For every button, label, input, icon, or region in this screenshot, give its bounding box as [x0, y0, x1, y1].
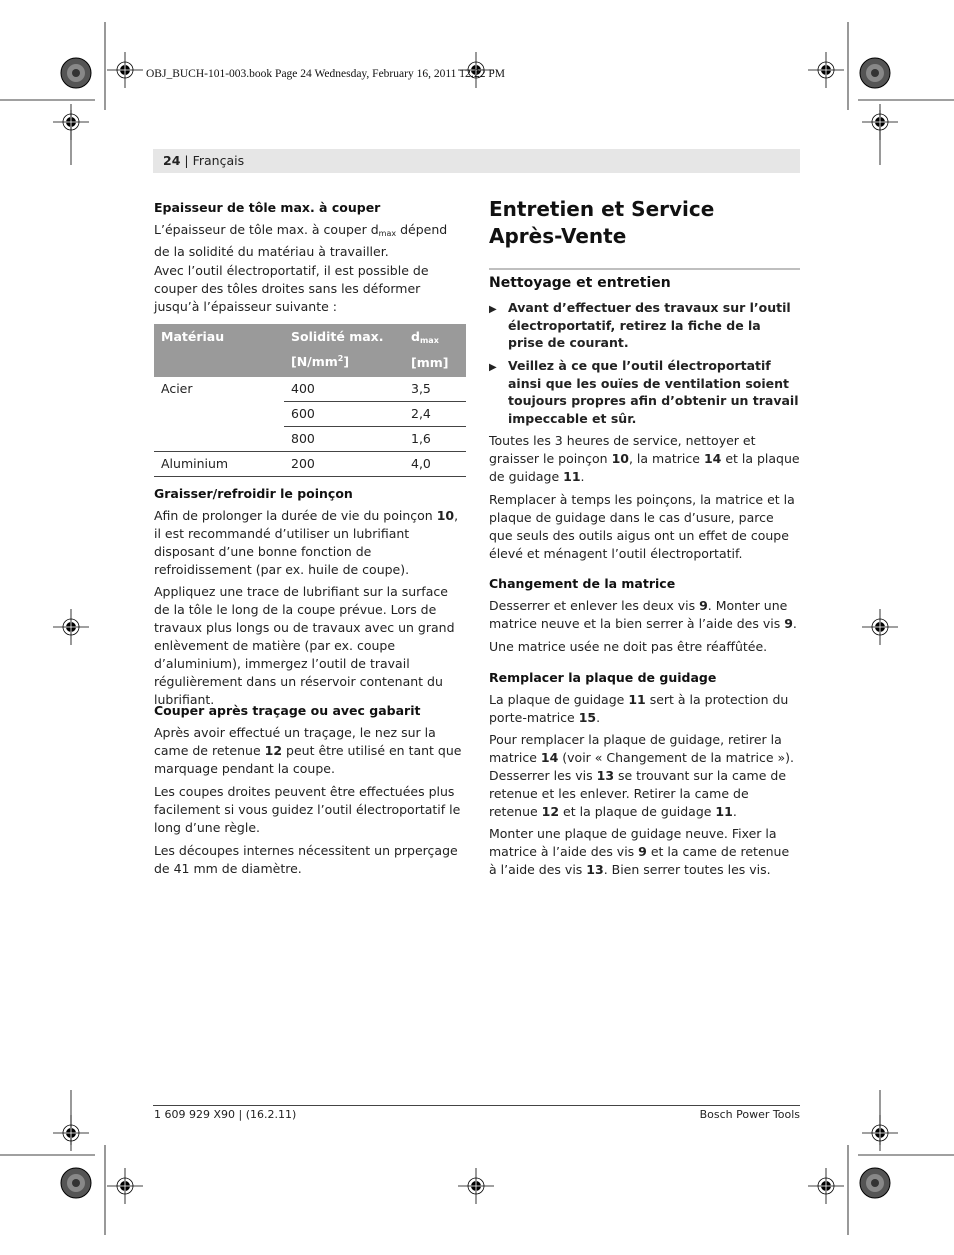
cell-material: [154, 427, 284, 452]
section-title-lubricate: Graisser/refroidir le poinçon: [154, 486, 353, 501]
bullet-triangle-icon: ▶: [489, 362, 497, 373]
die-paragraph-2: Une matrice usée ne doit pas être réaffûtée.: [489, 639, 768, 654]
table-row: [154, 377, 466, 402]
header-language: Français: [192, 153, 245, 168]
guide-plate-paragraph-3: Monter une plaque de guidage neuve. Fixer la matrice à l’aide des vis 9 et la came de retenue à l’aide des vis 13. Bien serrer toutes les vis.: [489, 826, 790, 877]
footer-rule: [153, 1105, 800, 1106]
guide-plate-paragraph-1: La plaque de guidage 11 sert à la protection du porte-matrice 15.: [489, 692, 789, 725]
cell-dmax: 4,0: [404, 452, 466, 477]
footer-doc-number: 1 609 929 X90 | (16.2.11): [154, 1108, 297, 1121]
main-heading: [489, 196, 714, 250]
lubricate-paragraph-1: Afin de prolonger la durée de vie du poinçon 10, il est recommandé d’utiliser un lubrifiant disposant d’une bonne fonction de refroidissement (par ex. huile de coupe).: [154, 508, 459, 577]
cell-dmax: 3,5: [411, 381, 431, 396]
table-row: [154, 427, 466, 452]
table-header-row: [154, 324, 466, 377]
guide-plate-paragraph-2: Pour remplacer la plaque de guidage, retirer la matrice 14 (voir « Changement de la matrice »). Desserrer les vis 13 se trouvant sur la came de retenue et les enlever. Retirer la came de retenue 12 et la plaque de guidage 11.: [489, 732, 795, 819]
page-header: [153, 149, 800, 173]
cell-material: [154, 402, 284, 427]
footer-brand: Bosch Power Tools: [699, 1108, 800, 1121]
bullet-text: Avant d’effectuer des travaux sur l’outil électroportatif, retirez la fiche de la prise de courant.: [508, 300, 791, 351]
bullet-triangle-icon: ▶: [489, 304, 497, 315]
cell-strength: 200: [284, 452, 404, 477]
lubricate-paragraph-2: Appliquez une trace de lubrifiant sur la surface de la tôle le long de la coupe prévue. Lors de travaux plus longs ou de travaux avec un grand enlèvement de matière (par ex. coupe d’aluminium), immergez l’outil de travail régulièrement dans un réservoir contenant du lubrifiant.: [154, 584, 455, 707]
page-number: 24: [163, 153, 181, 168]
cell-strength: 800: [284, 427, 404, 452]
section-title-thickness: Epaisseur de tôle max. à couper: [154, 200, 381, 215]
tracing-paragraph-3: Les découpes internes nécessitent un prperçage de 41 mm de diamètre.: [154, 843, 458, 876]
table-row: [154, 402, 466, 427]
cell-strength: 400: [291, 381, 315, 396]
section-title-tracing: Couper après traçage ou avec gabarit: [154, 703, 421, 718]
header-separator: |: [180, 153, 193, 168]
col-header-material: Matériau: [154, 324, 284, 377]
cell-material: Aluminium: [154, 452, 284, 477]
heading-rule: [489, 268, 800, 270]
subheading-cleaning: Nettoyage et entretien: [489, 275, 671, 291]
die-paragraph-1: Desserrer et enlever les deux vis 9. Monter une matrice neuve et la bien serrer à l’aide des vis 9.: [489, 598, 797, 631]
cell-material: Acier: [161, 381, 193, 396]
bullet-text: Veillez à ce que l’outil électroportatif ainsi que les ouïes de ventilation soient toujours propres afin d’obtenir un travail impeccable et sûr.: [508, 358, 799, 426]
main-heading-line-1: Entretien et Service: [489, 197, 715, 221]
cleaning-paragraph-2: Remplacer à temps les poinçons, la matrice et la plaque de guidage dans le cas d’usure, parce que seuls des outils aigus ont un effet de coupe élevé et ménagent l’outil électroportatif.: [489, 492, 795, 561]
list-item: [489, 299, 800, 352]
thickness-paragraph-2: Avec l’outil électroportatif, il est possible de couper des tôles droites sans les déformer jusqu’à l’épaisseur suivante :: [154, 263, 429, 314]
print-info: OBJ_BUCH-101-003.book Page 24 Wednesday, February 16, 2011 12:22 PM: [146, 68, 505, 80]
main-heading-line-2: Après-Vente: [489, 224, 627, 248]
thickness-paragraph-1: L’épaisseur de tôle max. à couper $d_{max}$ dépend de la solidité du matériau à travailler.: [154, 222, 448, 259]
tracing-paragraph-1: Après avoir effectué un traçage, le nez sur la came de retenue 12 peut être utilisé en tant que marquage pendant la coupe.: [154, 725, 462, 776]
section-title-guide-plate: Remplacer la plaque de guidage: [489, 670, 717, 685]
cell-dmax: 2,4: [404, 402, 466, 427]
list-item: [489, 357, 800, 427]
cell-dmax: 1,6: [404, 427, 466, 452]
cell-strength: 600: [284, 402, 404, 427]
thickness-table: [154, 324, 466, 477]
col-header-strength: Solidité max. $[N/mm^2]$: [284, 324, 404, 377]
section-title-die: Changement de la matrice: [489, 576, 676, 591]
cleaning-paragraph-1: Toutes les 3 heures de service, nettoyer et graisser le poinçon 10, la matrice 14 et la plaque de guidage 11.: [489, 433, 800, 484]
tracing-paragraph-2: Les coupes droites peuvent être effectuées plus facilement si vous guidez l’outil électroportatif le long d’une règle.: [154, 784, 461, 835]
col-header-dmax: $d_{max}$ [mm]: [404, 324, 466, 377]
table-row: [154, 452, 466, 477]
